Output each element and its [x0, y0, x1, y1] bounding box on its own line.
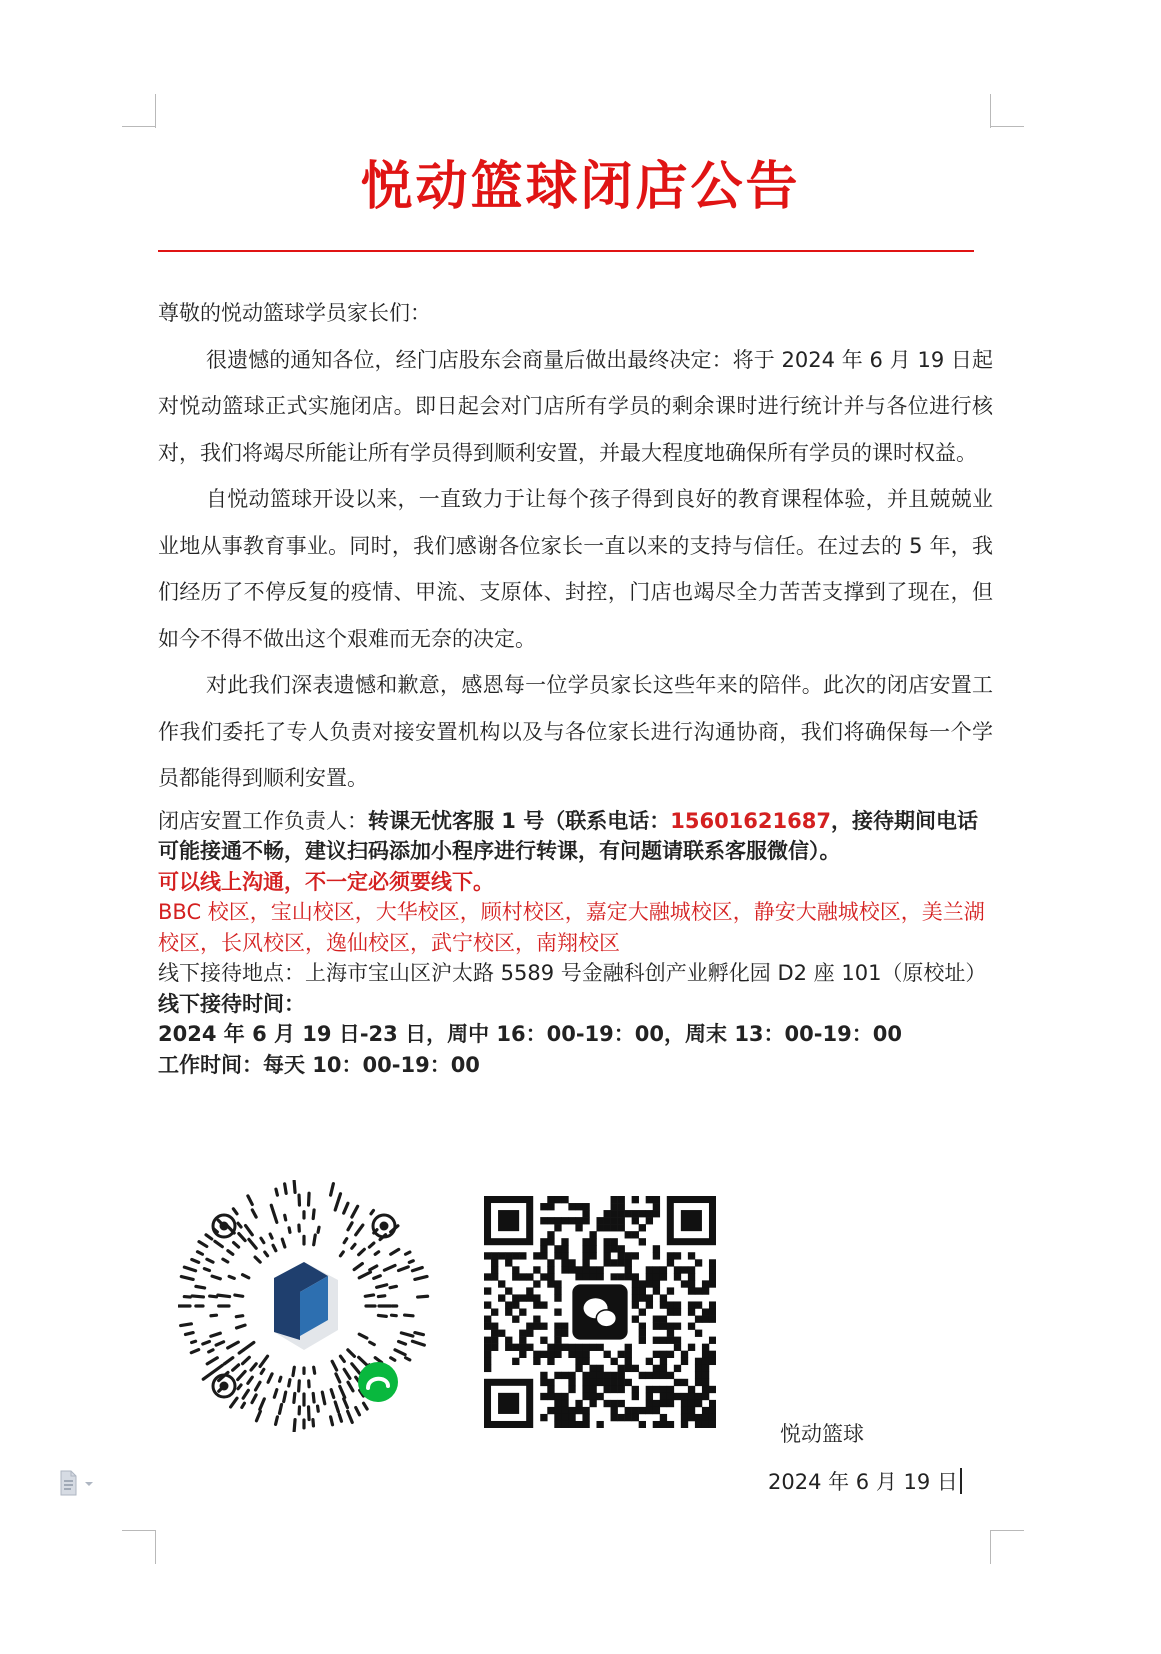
- work-time: 工作时间：每天 10：00-19：00: [158, 1052, 480, 1077]
- reception-address: 线下接待地点：上海市宝山区沪太路 5589 号金融科创产业孵化园 D2 座 101（原校址）: [158, 961, 987, 985]
- contact-note: ，接待期间电话可能接通不畅，建议扫码添加小程序进行转课，有问题请联系客服微信）。: [158, 808, 978, 863]
- title-divider: [158, 250, 974, 252]
- reception-time-label: 线下接待时间：: [158, 991, 305, 1016]
- contact-label: 闭店安置工作负责人：: [158, 808, 368, 833]
- paragraph-history: 自悦动篮球开设以来，一直致力于让每个孩子得到良好的教育课程体验，并且兢兢业业地从事教育事业。同时，我们感谢各位家长一直以来的支持与信任。在过去的 5 年，我们经历了不停反复的疫情、甲流、支原体、封控，门店也竭尽全力苦苦支撑到了现在，但如今不得不做出这个艰难而无奈的决定。: [158, 487, 993, 651]
- signature-date-text: 2024 年 6 月 19 日: [768, 1470, 958, 1494]
- contact-person: 转课无忧客服 1 号（联系电话：: [368, 808, 671, 833]
- contact-line: [158, 806, 993, 867]
- paragraph-closing-decision: 很遗憾的通知各位，经门店股东会商量后做出最终决定：将于 2024 年 6 月 19 日起对悦动篮球正式实施闭店。即日起会对门店所有学员的剩余课时进行统计并与各位进行核对，我们将竭尽所能让所有学员得到顺利安置，并最大程度地确保所有学员的课时权益。: [158, 347, 993, 465]
- reception-time: 2024 年 6 月 19 日-23 日，周中 16：00-19：00，周末 13：00-19：00: [158, 1022, 902, 1046]
- notice-title: 悦动篮球闭店公告: [360, 157, 801, 217]
- mini-program-code-icon: [178, 1180, 430, 1432]
- contact-phone[interactable]: 15601621687: [670, 808, 831, 833]
- paragraph-apology: 对此我们深表遗憾和歉意，感恩每一位学员家长这些年来的陪伴。此次的闭店安置工作我们委托了专人负责对接安置机构以及与各位家长进行沟通协商，我们将确保每一个学员都能得到顺利安置。: [158, 673, 993, 790]
- contact-info: [158, 806, 993, 1081]
- document-icon[interactable]: [58, 1470, 98, 1496]
- notice-body: [158, 290, 993, 1080]
- text-cursor: [960, 1468, 962, 1494]
- signature: 悦动篮球: [780, 1422, 864, 1446]
- online-note: 可以线上沟通，不一定必须要线下。: [158, 869, 494, 894]
- signature-date: [768, 1466, 962, 1496]
- salutation: 尊敬的悦动篮球学员家长们：: [158, 301, 431, 325]
- campus-list: BBC 校区，宝山校区，大华校区，顾村校区，嘉定大融城校区，静安大融城校区，美兰湖校区，长风校区，逸仙校区，武宁校区，南翔校区: [158, 900, 985, 955]
- wechat-qr-code-icon: [484, 1196, 716, 1428]
